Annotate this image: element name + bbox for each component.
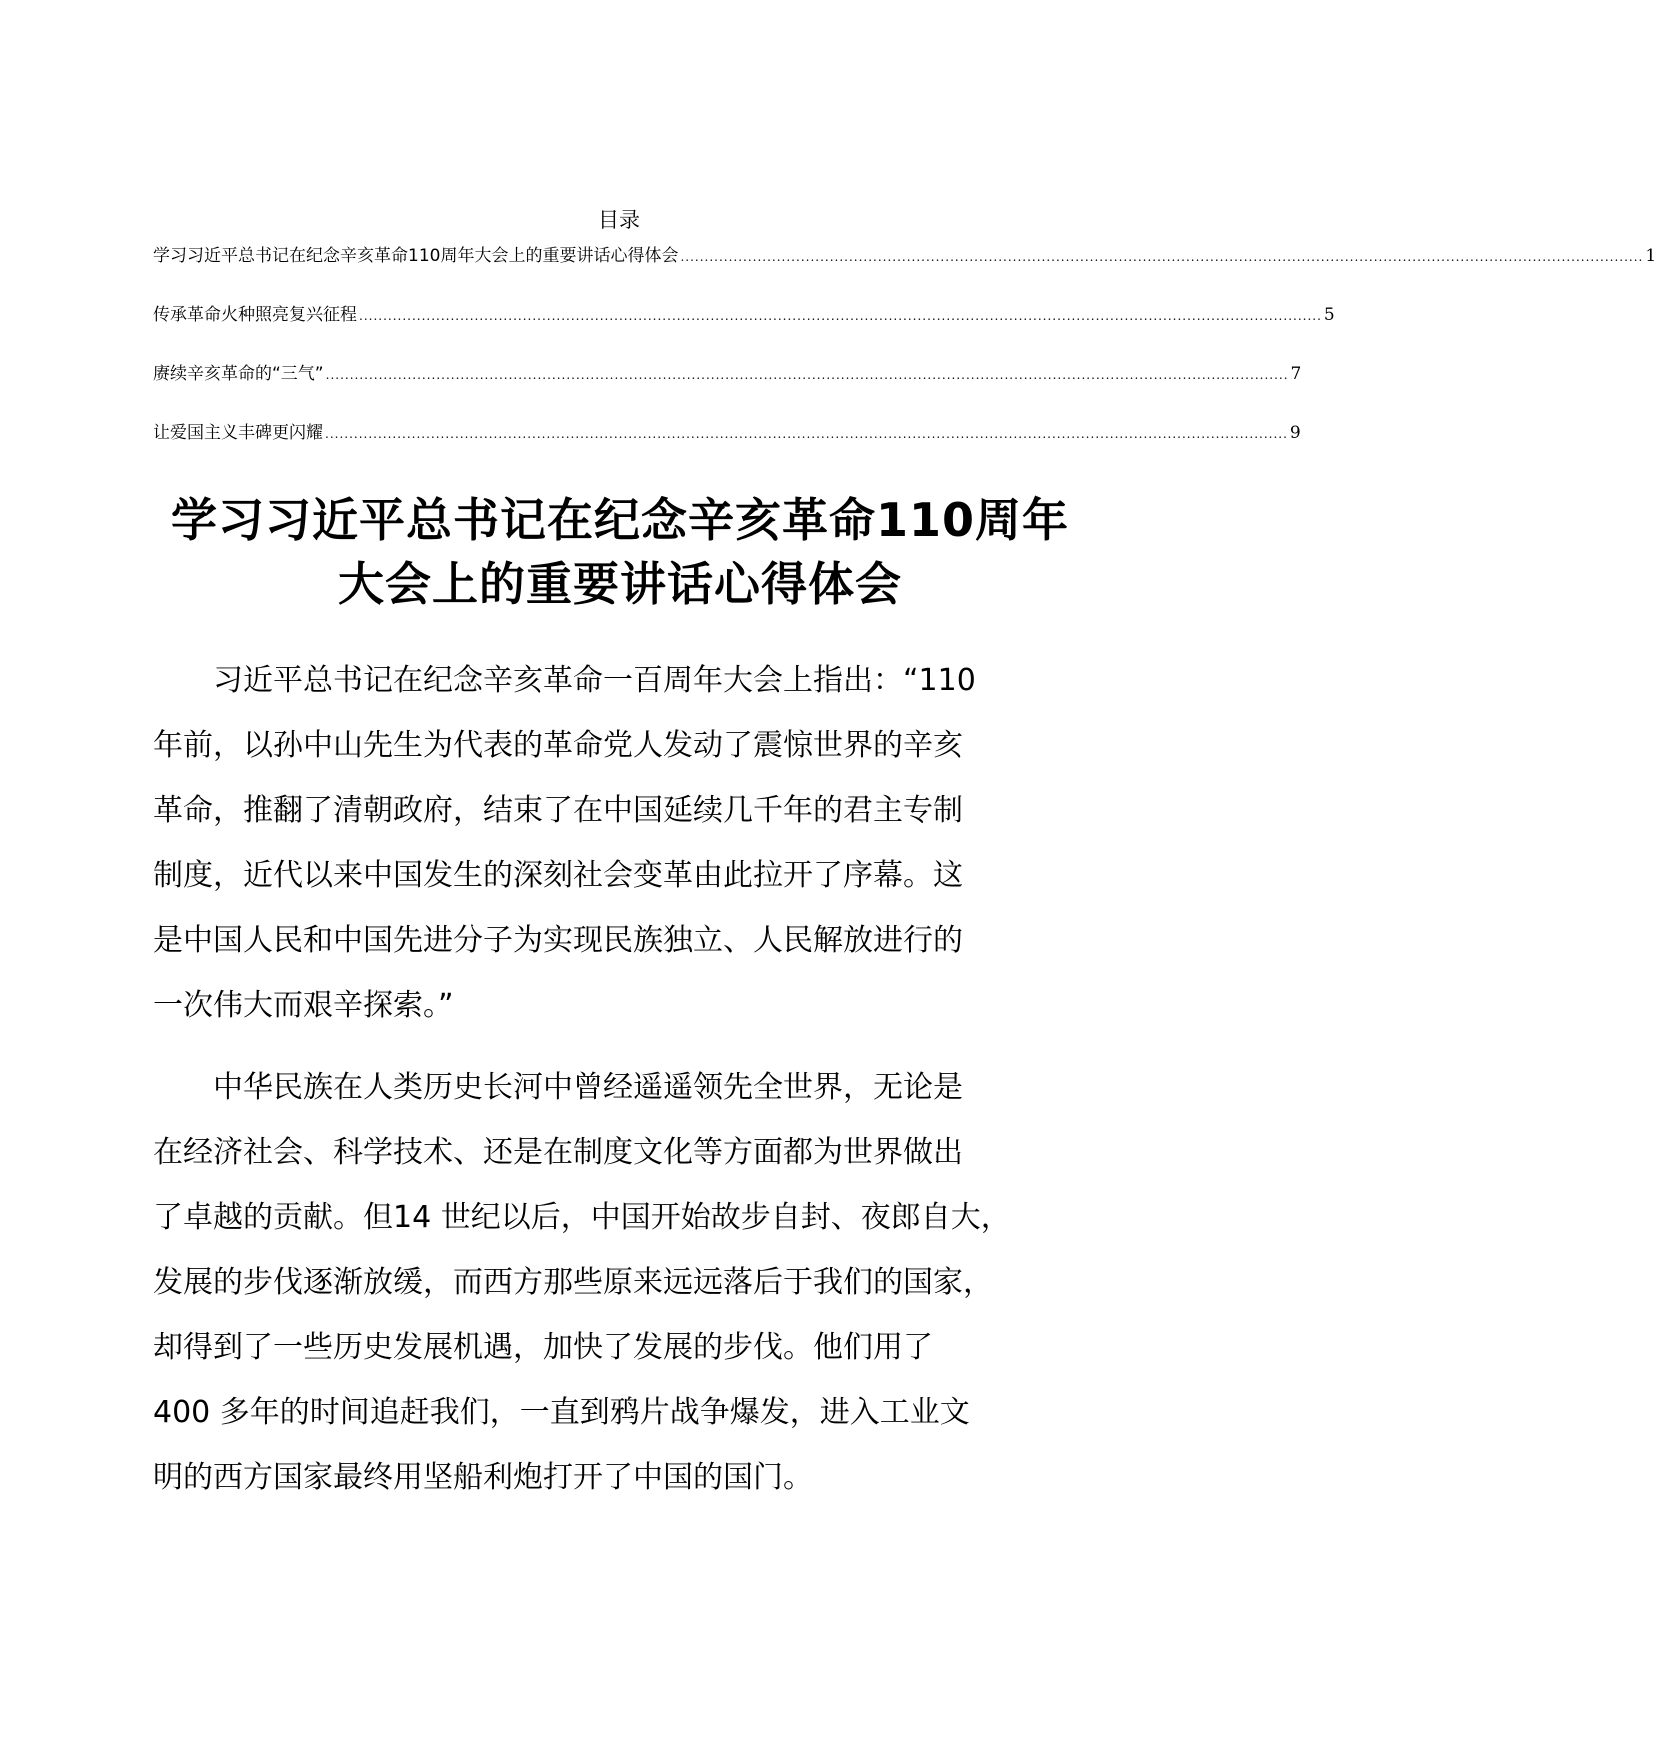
paragraph-line: 明的西方国家最终用坚船利炮打开了中国的国门。 bbox=[153, 1460, 813, 1495]
article-title bbox=[100, 488, 1140, 616]
paragraph-line: 发展的步伐逐渐放缓，而西方那些原来远远落后于我们的国家， bbox=[153, 1265, 993, 1300]
paragraph-line: 年前，以孙中山先生为代表的革命党人发动了震惊世界的辛亥 bbox=[153, 728, 963, 763]
paragraph-line: 是中国人民和中国先进分子为实现民族独立、人民解放进行的 bbox=[153, 923, 963, 958]
toc-entry-text: 让爱国主义丰碑更闪耀 bbox=[153, 423, 323, 443]
toc-entry-text: 传承革命火种照亮复兴征程 bbox=[153, 305, 357, 325]
toc-entry[interactable] bbox=[153, 363, 1302, 422]
toc-entry-page: 5 bbox=[1323, 305, 1335, 325]
body-paragraph bbox=[153, 1055, 1093, 1510]
toc-entry-page: 1 bbox=[1645, 246, 1656, 266]
body-paragraph bbox=[153, 648, 1093, 1038]
toc-entry-page: 9 bbox=[1289, 423, 1301, 443]
paragraph-line: 革命，推翻了清朝政府，结束了在中国延续几千年的君主专制 bbox=[153, 793, 963, 828]
toc-entry-page: 7 bbox=[1290, 364, 1302, 384]
toc-entry[interactable] bbox=[153, 304, 1335, 363]
article-title-line: 大会上的重要讲话心得体会 bbox=[338, 557, 902, 611]
paragraph-line: 了卓越的贡献。但14 世纪以后，中国开始故步自封、夜郎自大， bbox=[153, 1200, 1011, 1235]
paragraph-line: 一次伟大而艰辛探索。” bbox=[153, 988, 454, 1023]
toc-entry-text: 赓续辛亥革命的“三气” bbox=[153, 364, 324, 384]
paragraph-line: 400 多年的时间追赶我们，一直到鸦片战争爆发，进入工业文 bbox=[153, 1395, 970, 1430]
toc-entry[interactable] bbox=[153, 245, 1656, 304]
paragraph-line: 中华民族在人类历史长河中曾经遥遥领先全世界，无论是 bbox=[153, 1070, 963, 1105]
toc-leader-dots: ........................................................................................................................................................................................................ bbox=[359, 309, 1322, 323]
article-title-line: 学习习近平总书记在纪念辛亥革命110周年 bbox=[170, 493, 1070, 547]
toc-entry-text: 学习习近平总书记在纪念辛亥革命110周年大会上的重要讲话心得体会 bbox=[153, 246, 679, 266]
toc-heading: 目录 bbox=[598, 208, 640, 232]
paragraph-line: 在经济社会、科学技术、还是在制度文化等方面都为世界做出 bbox=[153, 1135, 963, 1170]
toc-leader-dots: ........................................................................................................................................................................................................ bbox=[325, 427, 1288, 441]
table-of-contents bbox=[153, 205, 1656, 481]
toc-entry[interactable] bbox=[153, 422, 1301, 481]
paragraph-line: 制度，近代以来中国发生的深刻社会变革由此拉开了序幕。这 bbox=[153, 858, 963, 893]
paragraph-line: 却得到了一些历史发展机遇，加快了发展的步伐。他们用了 bbox=[153, 1330, 933, 1365]
toc-leader-dots: ........................................................................................................................................................................................................ bbox=[325, 368, 1289, 382]
toc-leader-dots: ........................................................................................................................................................................................................ bbox=[680, 250, 1644, 264]
paragraph-line: 习近平总书记在纪念辛亥革命一百周年大会上指出：“110 bbox=[153, 663, 976, 698]
